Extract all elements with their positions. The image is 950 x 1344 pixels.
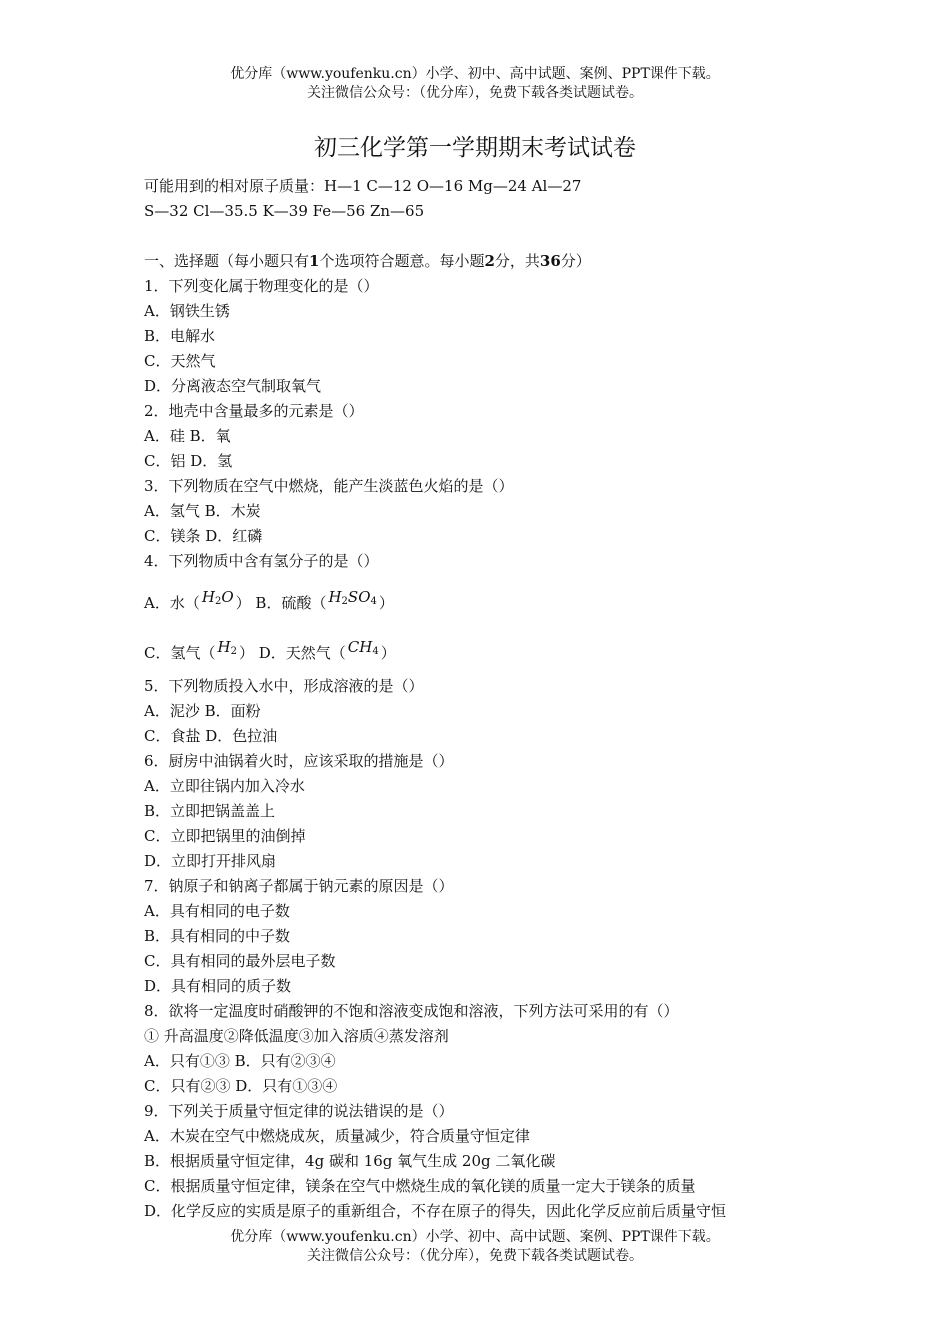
answer-option-pair: [144, 574, 844, 624]
answer-option: B．立即把锅盖盖上: [144, 802, 276, 820]
answer-option: D．分离液态空气制取氧气: [144, 377, 322, 395]
header-line-1: 优分库（www.youfenku.cn）小学、初中、高中试题、案例、PPT课件下载。: [230, 66, 720, 82]
answer-option-pair: C．镁条 D．红磷: [144, 527, 263, 545]
footer-line-1: 优分库（www.youfenku.cn）小学、初中、高中试题、案例、PPT课件下载。: [230, 1229, 720, 1245]
answer-option-pair: A．硅 B．氧: [144, 427, 231, 445]
option-c-label: C．氢气（: [144, 644, 216, 662]
answer-option: B．具有相同的中子数: [144, 927, 291, 945]
question-stem: 1．下列变化属于物理变化的是（）: [144, 277, 379, 295]
answer-option: A．具有相同的电子数: [144, 902, 290, 920]
section-heading-mid1: 个选项符合题意。每小题: [319, 252, 485, 270]
question-stem: 4．下列物质中含有氢分子的是（）: [144, 552, 379, 570]
formula-part: O: [221, 588, 234, 606]
question-stem: 6．厨房中油锅着火时，应该采取的措施是（）: [144, 752, 454, 770]
formula-part: H: [328, 588, 342, 606]
section-heading-mid2: 分，共: [494, 252, 540, 270]
question-stem: 8．欲将一定温度时硝酸钾的不饱和溶液变成饱和溶液，下列方法可采用的有（）: [144, 1002, 679, 1020]
formula-subscript: 2: [341, 596, 348, 607]
option-b-close: ）: [378, 594, 394, 612]
option-b-label: B．硫酸（: [255, 594, 327, 612]
formula-part: SO: [347, 588, 371, 606]
answer-option: C．根据质量守恒定律，镁条在空气中燃烧生成的氧化镁的质量一定大于镁条的质量: [144, 1177, 696, 1195]
formula-part: H: [217, 638, 231, 656]
answer-option-pair: C．食盐 D．色拉油: [144, 727, 278, 745]
option-d-close: ）: [380, 644, 396, 662]
page-footer: [0, 1228, 950, 1266]
answer-option: A．立即往锅内加入冷水: [144, 777, 305, 795]
spacer: [144, 224, 844, 249]
answer-option: D．具有相同的质子数: [144, 977, 292, 995]
section-heading-suffix: 分）: [560, 252, 591, 270]
formula-part: CH: [347, 638, 373, 656]
formula-part: H: [201, 588, 215, 606]
method-list: ① 升高温度②降低温度③加入溶质④蒸发溶剂: [144, 1027, 449, 1045]
page-header: [0, 65, 950, 103]
section-heading-total: 36: [539, 252, 561, 270]
answer-option-pair: A．氢气 B．木炭: [144, 502, 261, 520]
footer-line-2: 关注微信公众号：（优分库），免费下载各类试题试卷。: [307, 1248, 643, 1264]
formula-water: [200, 588, 236, 606]
formula-subscript: 4: [372, 646, 379, 657]
question-stem: 9．下列关于质量守恒定律的说法错误的是（）: [144, 1102, 454, 1120]
answer-option: A．钢铁生锈: [144, 302, 230, 320]
answer-option: D．立即打开排风扇: [144, 852, 277, 870]
answer-option: D．化学反应的实质是原子的重新组合，不存在原子的得失，因此化学反应前后质量守恒: [144, 1202, 727, 1220]
section-heading-points: 2: [484, 252, 495, 270]
answer-option-pair: C．铝 D．氢: [144, 452, 233, 470]
formula-hydrogen: [215, 638, 238, 656]
option-c-close: ）: [238, 644, 254, 662]
question-stem: 5．下列物质投入水中，形成溶液的是（）: [144, 677, 424, 695]
option-a-close: ）: [235, 594, 251, 612]
answer-option-pair: C．只有②③ D．只有①③④: [144, 1077, 338, 1095]
answer-option: C．天然气: [144, 352, 216, 370]
question-stem: 2．地壳中含量最多的元素是（）: [144, 402, 364, 420]
answer-option-pair: A．只有①③ B．只有②③④: [144, 1052, 336, 1070]
question-stem: 7．钠原子和钠离子都属于钠元素的原因是（）: [144, 877, 454, 895]
answer-option-pair: [144, 624, 844, 674]
atomic-mass-line-2: S—32 Cl—35.5 K—39 Fe—56 Zn—65: [144, 202, 425, 220]
section-heading: [144, 249, 844, 274]
answer-option: B．电解水: [144, 327, 216, 345]
section-heading-count: 1: [309, 252, 320, 270]
formula-sulfuric-acid: [326, 588, 378, 606]
formula-subscript: 2: [230, 646, 237, 657]
atomic-mass-line-1: 可能用到的相对原子质量：H—1 C—12 O—16 Mg—24 Al—27: [144, 177, 582, 195]
formula-subscript: 4: [370, 596, 377, 607]
answer-option-pair: A．泥沙 B．面粉: [144, 702, 261, 720]
option-d-label: D．天然气（: [258, 644, 346, 662]
answer-option: C．立即把锅里的油倒掉: [144, 827, 306, 845]
answer-option: A．木炭在空气中燃烧成灰，质量减少，符合质量守恒定律: [144, 1127, 530, 1145]
formula-methane: [346, 638, 381, 656]
page-title: 初三化学第一学期期末考试试卷: [314, 135, 636, 161]
answer-option: B．根据质量守恒定律，4g 碳和 16g 氧气生成 20g 二氧化碳: [144, 1152, 556, 1170]
exam-content: [144, 174, 844, 1224]
section-heading-prefix: 一、选择题（每小题只有: [144, 252, 310, 270]
answer-option: C．具有相同的最外层电子数: [144, 952, 336, 970]
formula-subscript: 2: [214, 596, 222, 607]
header-line-2: 关注微信公众号：（优分库），免费下载各类试题试卷。: [307, 85, 643, 101]
question-stem: 3．下列物质在空气中燃烧，能产生淡蓝色火焰的是（）: [144, 477, 514, 495]
option-a-label: A．水（: [144, 594, 200, 612]
